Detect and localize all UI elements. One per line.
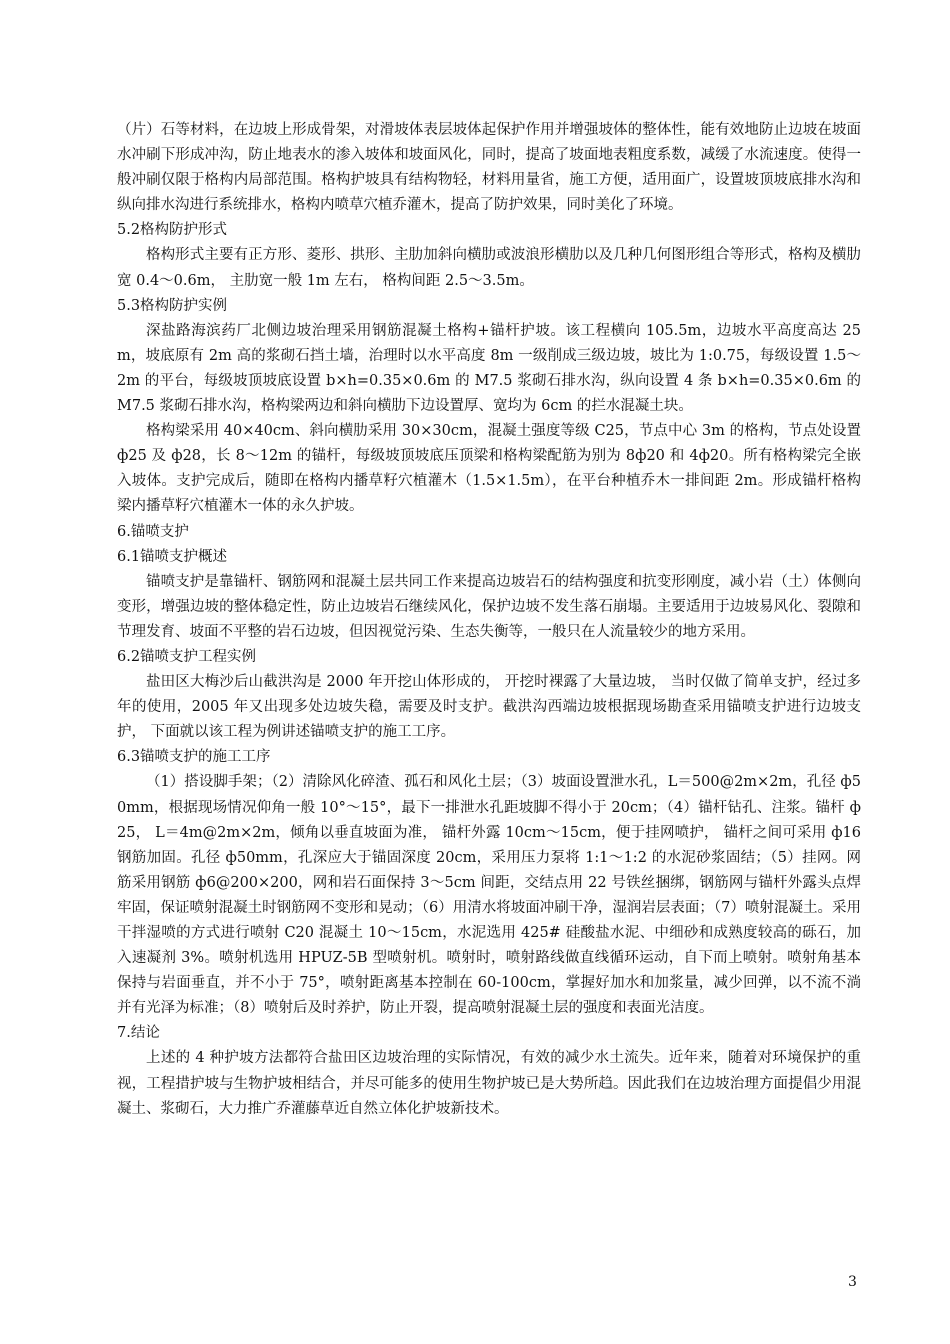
paragraph-lattice-example-2: 格构梁采用 40×40cm、斜向横肋采用 30×30cm，混凝土强度等级 C25，节点中心 3m 的格构，节点处设置 ф25 及 ф28，长 8～12m 的锚杆，每级坡顶坡底压顶梁和格构梁配筋为别为 8ф20 和 4ф20。所有格构梁完全嵌入坡体。支护完成后，随即在格构内播草籽穴植灌木（1.5×1.5m），在平台种植乔木一排间距 2m。形成锚杆格构梁内播草籽穴植灌木一体的永久护坡。: [117, 423, 861, 515]
heading-7: 7.结论: [117, 1025, 160, 1042]
paragraph-shotcrete-example: 盐田区大梅沙后山截洪沟是 2000 年开挖山体形成的， 开挖时裸露了大量边坡， 当时仅做了简单支护，经过多年的使用，2005 年又出现多处边坡失稳，需要及时支护。截洪沟西端边坡根据现场勘查采用锚喷支护进行边坡支护， 下面就以该工程为例讲述锚喷支护的施工工序。: [117, 674, 861, 741]
heading-6-3: 6.3锚喷支护的施工工序: [117, 749, 271, 766]
heading-6: 6.锚喷支护: [117, 523, 189, 540]
paragraph-lattice-example-1: 深盐路海滨药厂北侧边坡治理采用钢筋混凝土格构+锚杆护坡。该工程横向 105.5m，边坡水平高度高达 25m，坡底原有 2m 高的浆砌石挡土墙，治理时以水平高度 8m 一级削成三级边坡，坡比为 1:0.75，每级设置 1.5～2m 的平台，每级坡顶坡底设置 b×h=0.35×0.6m 的 M7.5 浆砌石排水沟，纵向设置 4 条 b×h=0.35×0.6m 的 M7.5 浆砌石排水沟，格构梁两边和斜向横肋下边设置厚、宽均为 6cm 的拦水混凝土块。: [117, 322, 861, 415]
paragraph-construction-steps: （1）搭设脚手架；（2）清除风化碎渣、孤石和风化土层；（3）坡面设置泄水孔，L＝500@2m×2m，孔径 ф50mm，根据现场情况仰角一般 10°～15°，最下一排泄水孔距坡脚不得小于 20cm；（4）锚杆钻孔、注浆。锚杆 ф25， L＝4m@2m×2m，倾角以垂直坡面为准， 锚杆外露 10cm～15cm，便于挂网喷护， 锚杆之间可采用 ф16 钢筋加固。孔径 ф50mm，孔深应大于锚固深度 20cm，采用压力泵将 1:1～1:2 的水泥砂浆固结；（5）挂网。网筋采用钢筋 ф6@200×200，网和岩石面保持 3～5cm 间距，交结点用 22 号铁丝捆绑，钢筋网与锚杆外露头点焊牢固，保证喷射混凝土时钢筋网不变形和晃动；（6）用清水将坡面冲刷干净，湿润岩层表面；（7）喷射混凝土。采用干拌湿喷的方式进行喷射 C20 混凝土 10～15cm，水泥选用 425# 硅酸盐水泥、中细砂和成熟度较高的砾石，加入速凝剂 3%。喷射机选用 HPUZ-5B 型喷射机。喷射时，喷射路线做直线循环运动，自下而上喷射。喷射角基本保持与岩面垂直，并不小于 75°，喷射距离基本控制在 60-100cm，掌握好加水和加浆量，减少回弹，以不流不淌并有光泽为标准；（8）喷射后及时养护，防止开裂，提高喷射混凝土层的强度和表面光洁度。: [117, 774, 861, 1017]
paragraph-conclusion: 上述的 4 种护坡方法都符合盐田区边坡治理的实际情况，有效的减少水土流失。近年来，随着对环境保护的重视，工程措护坡与生物护坡相结合，并尽可能多的使用生物护坡已是大势所趋。因此我们在边坡治理方面提倡少用混凝土、浆砌石，大力推广乔灌藤草近自然立体化护坡新技术。: [117, 1050, 861, 1117]
paragraph-lattice-forms: 格构形式主要有正方形、菱形、拱形、主肋加斜向横肋或波浪形横肋以及几种几何图形组合等形式，格构及横肋宽 0.4～0.6m， 主肋宽一般 1m 左右， 格构间距 2.5～3.5m。: [117, 247, 861, 289]
document-body: [117, 118, 861, 1122]
heading-5-2: 5.2格构防护形式: [117, 222, 228, 239]
heading-6-1: 6.1锚喷支护概述: [117, 548, 228, 565]
paragraph-shotcrete-overview: 锚喷支护是靠锚杆、钢筋网和混凝土层共同工作来提高边坡岩石的结构强度和抗变形刚度，减小岩（土）体侧向变形，增强边坡的整体稳定性，防止边坡岩石继续风化，保护边坡不发生落石崩塌。主要适用于边坡易风化、裂隙和节理发育、坡面不平整的岩石边坡，但因视觉污染、生态失衡等，一般只在人流量较少的地方采用。: [117, 573, 861, 640]
page-number: 3: [848, 1274, 857, 1290]
heading-5-3: 5.3格构防护实例: [117, 297, 228, 314]
heading-6-2: 6.2锚喷支护工程实例: [117, 648, 257, 665]
paragraph-lattice-intro: （片）石等材料，在边坡上形成骨架，对滑坡体表层坡体起保护作用并增强坡体的整体性，能有效地防止边坡在坡面水冲刷下形成冲沟，防止地表水的渗入坡体和坡面风化，同时，提高了坡面地表粗度系数，减缓了水流速度。使得一般冲刷仅限于格构内局部范围。格构护坡具有结构物轻，材料用量省，施工方便，适用面广，设置坡顶坡底排水沟和纵向排水沟进行系统排水，格构内喷草穴植乔灌木，提高了防护效果，同时美化了环境。: [117, 122, 861, 214]
